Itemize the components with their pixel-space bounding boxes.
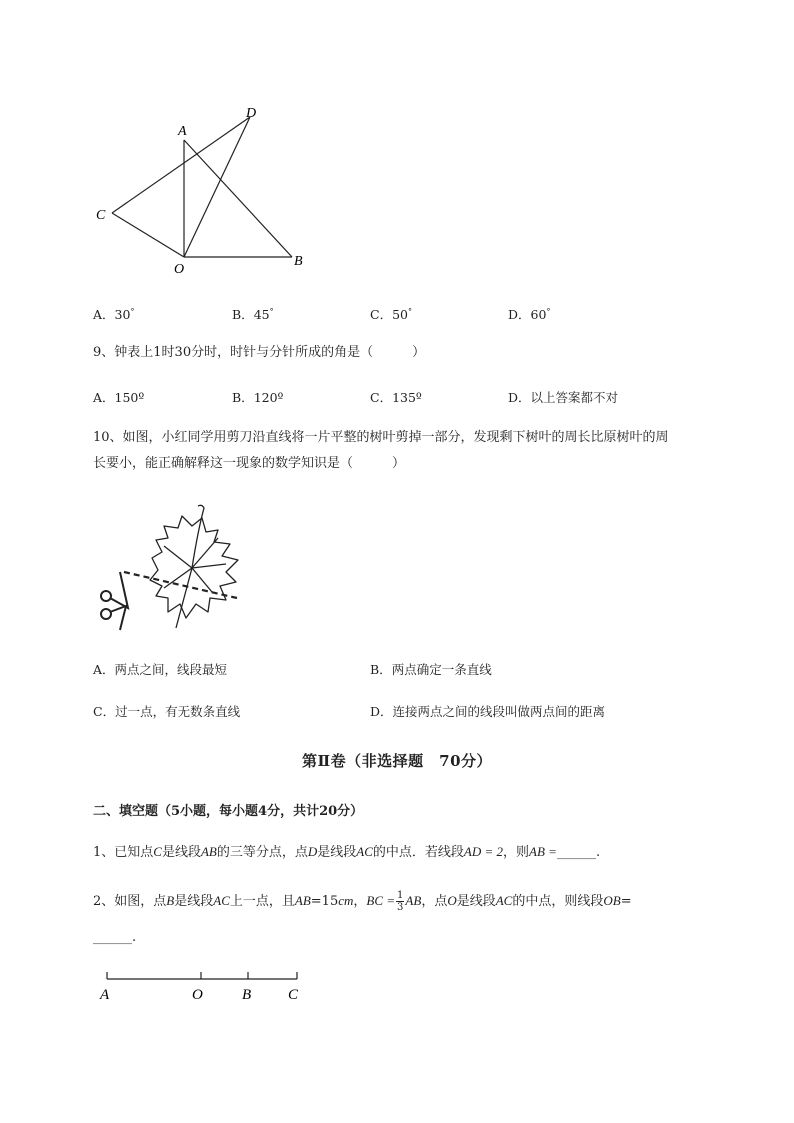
label-B: B	[294, 254, 303, 269]
segment-OD	[184, 117, 250, 257]
label-D: D	[246, 106, 257, 121]
q10-question-line1: 10、如图，小红同学用剪刀沿直线将一片平整的树叶剪掉一部分，发现剩下树叶的周长比原树叶的周	[93, 430, 669, 445]
segment-label-B: B	[242, 987, 252, 1003]
segment-AB	[184, 140, 292, 257]
leaf-icon	[150, 516, 238, 618]
segment-label-A: A	[100, 987, 110, 1003]
q8-option-d: D．60°	[508, 306, 551, 322]
q9-option-c: C．135º	[370, 390, 422, 405]
leaf-scissors-figure	[92, 500, 252, 635]
fill-section-title: 二、填空题（5小题，每小题4分，共计20分）	[93, 804, 364, 819]
q10-option-d: D．连接两点之间的线段叫做两点间的距离	[370, 704, 606, 719]
fill-question-2: 2、如图，点B是线段AC上一点，且AB=15cm，BC = $\frac{1}{3}$ AB，点O是线段AC的中点，则线段OB=	[93, 890, 632, 913]
q9-option-d: D．以上答案都不对	[508, 390, 619, 405]
q9-option-b: B．120º	[232, 390, 284, 405]
answer-blank-2[interactable]: ______.	[93, 930, 137, 945]
q8-option-b: B．45°	[232, 306, 274, 322]
q10-question-line2: 长要小，能正确解释这一现象的数学知识是（ ）	[93, 456, 406, 471]
segment-figure	[95, 965, 315, 1010]
fill-question-1: 1、已知点C是线段AB的三等分点，点D是线段AC的中点．若线段AD = 2，则AB =______.	[93, 844, 601, 860]
scissors-icon	[101, 572, 128, 630]
q10-option-b: B．两点确定一条直线	[370, 662, 492, 677]
label-A: A	[178, 124, 187, 139]
q10-option-a: A．两点之间，线段最短	[93, 662, 228, 677]
q9-option-a: A．150º	[93, 390, 145, 405]
section2-title: 第Ⅱ卷（非选择题 70分）	[302, 752, 493, 770]
q8-option-c: C．50°	[370, 306, 412, 322]
answer-blank-1[interactable]: ______.	[556, 845, 601, 860]
segment-CO	[112, 213, 184, 257]
fraction-one-third: $\frac{1}{3}$	[397, 890, 404, 913]
q8-geometry-figure	[90, 95, 320, 280]
q9-question: 9、钟表上1时30分时，时针与分针所成的角是（ ）	[93, 345, 426, 360]
q8-option-a: A．30°	[93, 306, 135, 322]
label-C: C	[96, 208, 106, 223]
segment-label-O: O	[192, 987, 203, 1003]
label-O: O	[174, 262, 185, 277]
segment-label-C: C	[288, 987, 299, 1003]
q10-option-c: C．过一点，有无数条直线	[93, 704, 241, 719]
